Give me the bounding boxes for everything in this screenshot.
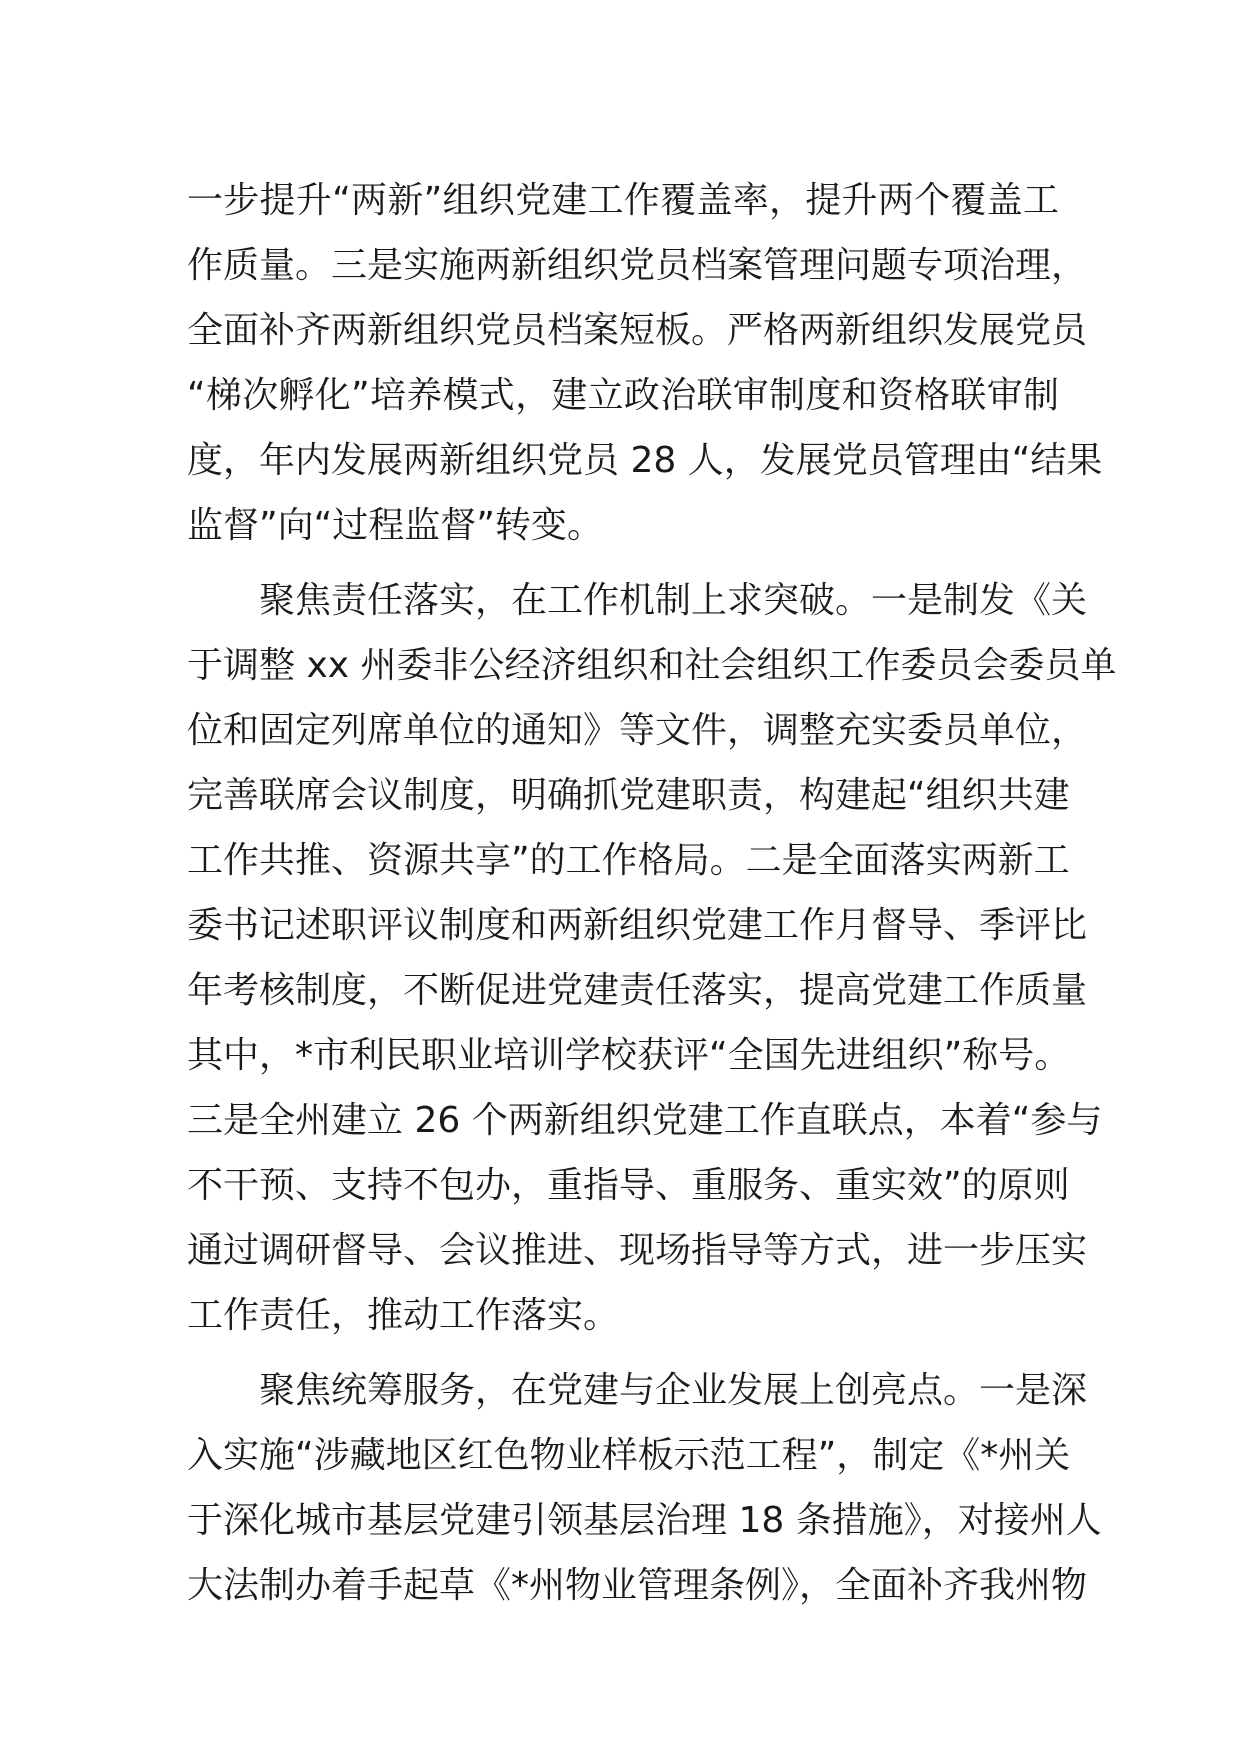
paragraph (187, 1358, 1102, 1618)
text-line: 三是全州建立 26 个两新组织党建工作直联点，本着“参与 (187, 1100, 1103, 1141)
text-line: 通过调研督导、会议推进、现场指导等方式，进一步压实 (187, 1230, 1088, 1271)
text-line: 作质量。三是实施两新组织党员档案管理问题专项治理， (187, 245, 1088, 286)
text-line: 位和固定列席单位的通知》等文件，调整充实委员单位， (187, 710, 1088, 751)
paragraph-gap (187, 1348, 1059, 1358)
document-body (187, 168, 1117, 1618)
text-line: 工作责任，推动工作落实。 (187, 1295, 620, 1336)
text-line: 完善联席会议制度，明确抓党建职责，构建起“组织共建 (187, 775, 1070, 816)
text-line: 入实施“涉藏地区红色物业样板示范工程”，制定《*州关 (187, 1435, 1071, 1476)
text-line: 于调整 xx 州委非公经济组织和社会组织工作委员会委员单 (187, 645, 1117, 686)
text-line: 工作共推、资源共享”的工作格局。二是全面落实两新工 (187, 840, 1070, 881)
text-line: 委书记述职评议制度和两新组织党建工作月督导、季评比 (187, 905, 1088, 946)
text-line: 其中，*市利民职业培训学校获评“全国先进组织”称号。 (187, 1035, 1071, 1076)
paragraph-gap (187, 558, 1059, 568)
text-line: “梯次孵化”培养模式，建立政治联审制度和资格联审制 (187, 375, 1059, 416)
paragraph (187, 168, 1103, 558)
text-line: 大法制办着手起草《*州物业管理条例》，全面补齐我州物 (187, 1565, 1088, 1606)
text-line: 于深化城市基层党建引领基层治理 18 条措施》，对接州人 (187, 1500, 1102, 1541)
paragraph (187, 568, 1117, 1348)
text-line: 聚焦责任落实，在工作机制上求突破。一是制发《关 (259, 580, 1088, 621)
text-line: 全面补齐两新组织党员档案短板。严格两新组织发展党员 (187, 310, 1088, 351)
text-line: 聚焦统筹服务，在党建与企业发展上创亮点。一是深 (259, 1370, 1088, 1411)
text-line: 不干预、支持不包办，重指导、重服务、重实效”的原则 (187, 1165, 1070, 1206)
text-line: 年考核制度，不断促进党建责任落实，提高党建工作质量 (187, 970, 1088, 1011)
text-line: 一步提升“两新”组织党建工作覆盖率，提升两个覆盖工 (187, 180, 1059, 221)
text-line: 度，年内发展两新组织党员 28 人，发展党员管理由“结果 (187, 440, 1103, 481)
text-line: 监督”向“过程监督”转变。 (187, 505, 603, 546)
